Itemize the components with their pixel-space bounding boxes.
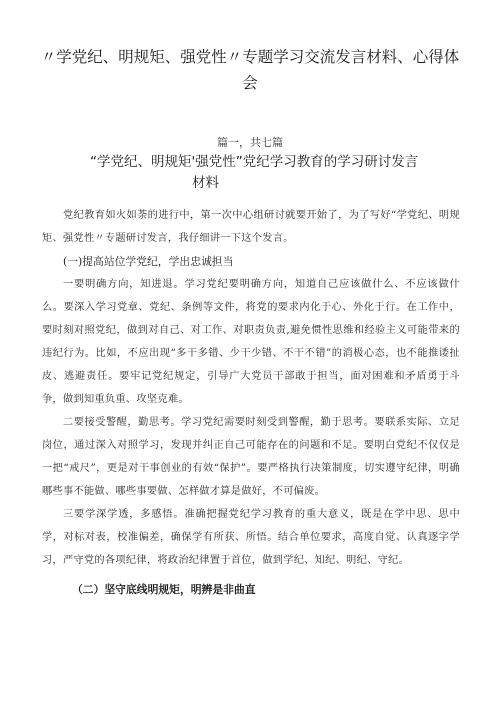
document-title: 〃学党纪、明规矩、强党性〃专题学习交流发言材料、心得体会 [40, 48, 460, 92]
section-heading-1: (一)提高站位学党纪，学出忠诚担当 [63, 255, 234, 268]
section-title-line-2: 材料 [192, 175, 219, 191]
section-title [72, 152, 462, 194]
chapter-label: 篇一，共七篇 [217, 136, 283, 149]
section-heading-2: （二）坚守底线明规矩，明辨是非曲直 [72, 583, 256, 596]
paragraph-1: 一要明确方向，知进退。学习党纪要明确方向，知道自己应该做什么、不应该做什么。要深入学习党章、党纪、条例等文件，将党的要求内化于心、外化于行。在工作中，要时刻对照党纪，做到对自己、对工作、对职责负责,避免惯性思维和经验主义可能带来的违纪行为。比如，不应出现“多干多错、少干少错、不干不错”的消极心态，也不能推诿扯皮、逃避责任。要牢记党纪规定，引导广大党员干部敢于担当，面对困难和矛盾勇于斗争，做到知重负重、攻坚克难。 [42, 279, 460, 405]
document-body [42, 204, 460, 601]
intro-paragraph: 党纪教育如火如荼的进行中，第一次中心组研讨就要开始了，为了写好“学党纪、明规矩、强党性〃专题研讨发言，我仔细讲一下这个发言。 [42, 210, 460, 244]
section-title-line-1: “学党纪、明规矩'强党性”党纪学习教育的学习研讨发言 [90, 154, 419, 170]
paragraph-2: 二要接受警醒，勤思考。学习党纪需要时刻受到警醒，勤于思考。要联系实际、立足岗位，通过深入对照学习，发现并纠正自己可能存在的问题和不足。要明白党纪不仅仅是一把“戒尺”，更是对干事创业的有效“保护”。要严格执行决策制度，切实遵守纪律，明确哪些事不能做、哪些事要做、怎样做才算是做好，不可偏废。 [42, 417, 460, 497]
paragraph-3: 三要学深学透，多感悟。准确把握党纪学习教育的重大意义，既是在学中思、思中学，对标对表，校准偏差，确保学有所获、所悟。结合单位要求，高度自觉、认真逐字学习，严守党的各项纪律，将政治纪律置于首位，做到学纪、知纪、明纪、守纪。 [42, 509, 460, 566]
